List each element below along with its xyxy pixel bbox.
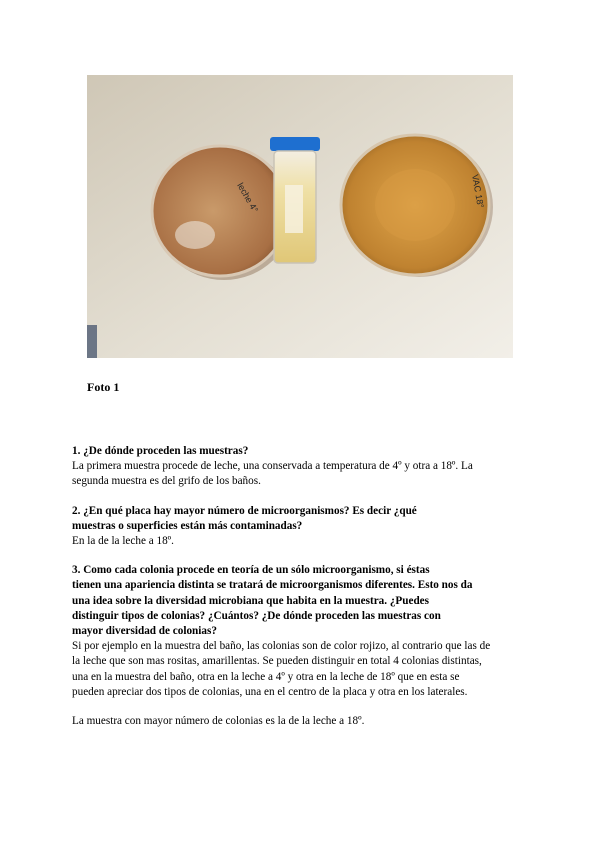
question-2-line-1: 2. ¿En qué placa hay mayor número de microorganismos? Es decir ¿qué bbox=[72, 504, 417, 517]
petri-photo bbox=[87, 75, 513, 358]
figure-caption: Foto 1 bbox=[87, 380, 120, 394]
answer-2-line-1: En la de la leche a 18º. bbox=[72, 535, 174, 548]
worksheet-body bbox=[72, 444, 532, 729]
question-3-line-4: distinguir tipos de colonias? ¿Cuántos? ¿De dónde proceden las muestras con bbox=[72, 609, 441, 622]
answer-3-line-3: una en la muestra del baño, otra en la leche a 4º y otra en la leche de 18º que en esta se bbox=[72, 670, 460, 683]
question-3-line-3: una idea sobre la diversidad microbiana que habita en la muestra. ¿Puedes bbox=[72, 594, 429, 607]
question-3-line-5: mayor diversidad de colonias? bbox=[72, 625, 217, 638]
plate-left-label: leche 4° bbox=[235, 181, 261, 215]
tube-cap bbox=[270, 137, 320, 151]
answer-3-line-1: Si por ejemplo en la muestra del baño, las colonias son de color rojizo, al contrario que las de bbox=[72, 640, 491, 653]
petri-photo-drawing bbox=[87, 75, 513, 358]
answer-1-line-1: La primera muestra procede de leche, una conservada a temperatura de 4º y otra a 18º. La bbox=[72, 460, 473, 473]
answer-3-line-2: la leche que son mas rositas, amarillentas. Se pueden distinguir en total 4 colonias distintas, bbox=[72, 655, 482, 668]
answer-3-line-4: pueden apreciar dos tipos de colonias, una en el centro de la placa y otra en los laterales. bbox=[72, 685, 468, 698]
question-1: 1. ¿De dónde proceden las muestras? bbox=[72, 445, 249, 457]
petri-plate-left bbox=[152, 146, 288, 276]
answer-1-line-2: segunda muestra es del grifo de los baños. bbox=[72, 475, 261, 488]
question-3-line-2: tienen una apariencia distinta se tratará de microorganismos diferentes. Esto nos da bbox=[72, 579, 473, 592]
answer-3b-line-1: La muestra con mayor número de colonias es la de la leche a 18º. bbox=[72, 715, 365, 728]
question-3-line-1: 3. Como cada colonia procede en teoría de un sólo microorganismo, si éstas bbox=[72, 564, 430, 577]
question-2-line-2: muestras o superficies están más contaminadas? bbox=[72, 519, 303, 532]
plate-right-label: VAC 18° bbox=[470, 173, 486, 209]
